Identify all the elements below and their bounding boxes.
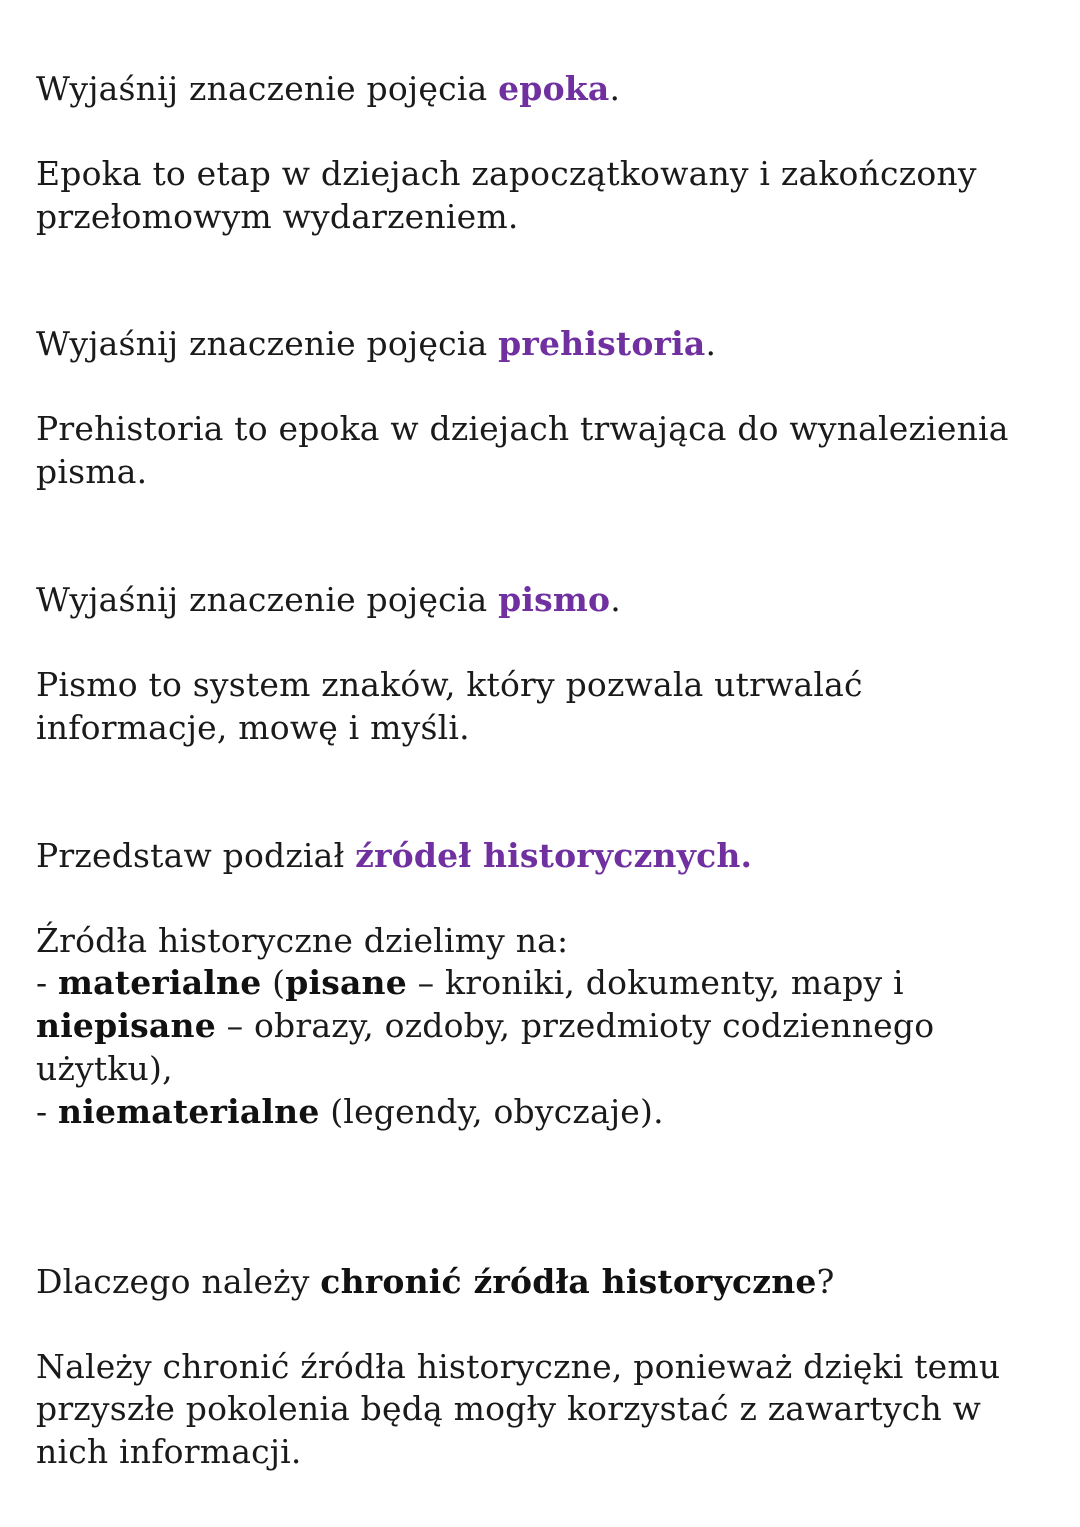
answer-zrodla-intro: Źródła historyczne dzielimy na:	[36, 921, 569, 960]
answer-pismo-line-1: Pismo to system znaków, który pozwala utrwalać	[36, 665, 863, 704]
term-zrodla-historyczne: źródeł historycznych.	[355, 836, 753, 875]
question-epoka: Wyjaśnij znaczenie pojęcia epoka.	[36, 69, 621, 108]
answer-zrodla-item-niepisane: niepisane – obrazy, ozdoby, przedmioty codziennego	[36, 1006, 935, 1045]
term-chronic-zrodla: chronić źródła historyczne	[320, 1262, 817, 1301]
answer-prehistoria-line-1: Prehistoria to epoka w dziejach trwająca do wynalezienia	[36, 409, 1009, 448]
question-pismo: Wyjaśnij znaczenie pojęcia pismo.	[36, 580, 621, 619]
term-pismo: pismo	[498, 580, 611, 619]
answer-pismo-line-2: informacje, mowę i myśli.	[36, 708, 470, 747]
answer-zrodla-item-materialne: - materialne (pisane – kroniki, dokumenty, mapy i	[36, 963, 904, 1002]
answer-chronic-line-1: Należy chronić źródła historyczne, ponieważ dzięki temu	[36, 1347, 1001, 1386]
answer-chronic-line-2: przyszłe pokolenia będą mogły korzystać z zawartych w	[36, 1389, 982, 1428]
term-epoka: epoka	[498, 69, 610, 108]
answer-epoka-line-2: przełomowym wydarzeniem.	[36, 197, 519, 236]
term-niematerialne: niematerialne	[58, 1092, 320, 1131]
term-niepisane: niepisane	[36, 1006, 216, 1045]
question-chronic: Dlaczego należy chronić źródła historyczne?	[36, 1262, 835, 1301]
term-prehistoria: prehistoria	[498, 324, 706, 363]
term-pisane: pisane	[285, 963, 407, 1002]
answer-zrodla-item-tail: użytku),	[36, 1049, 173, 1088]
answer-prehistoria-line-2: pisma.	[36, 452, 148, 491]
answer-epoka-line-1: Epoka to etap w dziejach zapoczątkowany i zakończony	[36, 154, 977, 193]
term-materialne: materialne	[58, 963, 262, 1002]
answer-zrodla-item-niematerialne: - niematerialne (legendy, obyczaje).	[36, 1092, 664, 1131]
question-prehistoria: Wyjaśnij znaczenie pojęcia prehistoria.	[36, 324, 717, 363]
question-zrodla-podzial: Przedstaw podział źródeł historycznych.	[36, 836, 753, 875]
answer-chronic-line-3: nich informacji.	[36, 1432, 302, 1471]
